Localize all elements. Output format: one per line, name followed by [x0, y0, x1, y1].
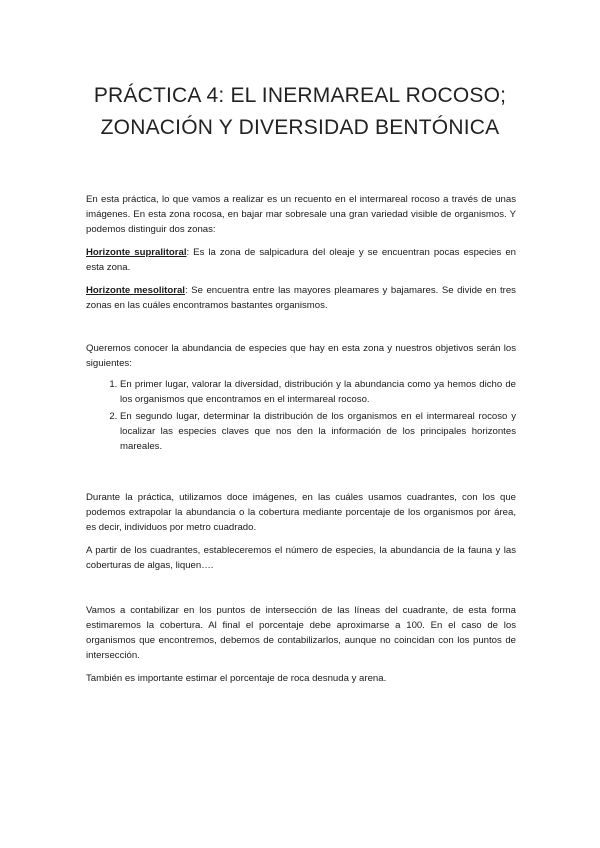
title-line-1: PRÁCTICA 4: EL INERMAREAL ROCOSO; — [93, 84, 507, 107]
page-title — [60, 80, 540, 144]
document-body — [86, 192, 516, 686]
zone-mesolitoral — [86, 283, 516, 313]
objectives-intro: Queremos conocer la abundancia de especies que hay en esta zona y nuestros objetivos serán los siguientes: — [86, 343, 516, 369]
zone-term: Horizonte mesolitoral — [86, 285, 185, 296]
objectives-list — [86, 377, 516, 454]
count-paragraph-2: También es importante estimar el porcentaje de roca desnuda y arena. — [86, 673, 387, 684]
zone-description: : Se encuentra entre las mayores pleamares y bajamares. Se divide en tres zonas en las cuáles encontramos bastantes organismos. — [86, 285, 516, 311]
title-line-2: ZONACIÓN Y DIVERSIDAD BENTÓNICA — [100, 116, 500, 139]
list-item: 2. En segundo lugar, determinar la distribución de los organismos en el intermareal rocoso y localizar las especies claves que nos den la información de los principales horizontes mareales. — [120, 409, 516, 454]
zone-term: Horizonte supralitoral — [86, 247, 187, 258]
method-paragraph-1: Durante la práctica, utilizamos doce imágenes, en las cuáles usamos cuadrantes, con los que podemos extrapolar la abundancia o la cobertura mediante porcentaje de los organismos por área, es decir, individuos por metro cuadrado. — [86, 492, 516, 533]
method-paragraph-2: A partir de los cuadrantes, estableceremos el número de especies, la abundancia de la fauna y las coberturas de algas, liquen…. — [86, 545, 516, 571]
zone-supralitoral — [86, 245, 516, 275]
list-item: 1. En primer lugar, valorar la diversidad, distribución y la abundancia como ya hemos dicho de los organismos que encontramos en el intermareal rocoso. — [120, 377, 516, 407]
intro-paragraph: En esta práctica, lo que vamos a realizar es un recuento en el intermareal rocoso a través de unas imágenes. En esta zona rocosa, en bajar mar sobresale una gran variedad visible de organismos. Y podemos distinguir dos zonas: — [86, 194, 516, 235]
zone-description: : Es la zona de salpicadura del oleaje y se encuentran pocas especies en esta zona. — [86, 247, 516, 273]
count-paragraph-1: Vamos a contabilizar en los puntos de intersección de las líneas del cuadrante, de esta forma estimaremos la cobertura. Al final el porcentaje debe aproximarse a 100. En el caso de los organismos que encontremos, debemos de contabilizarlos, aunque no coincidan con los puntos de intersección. — [86, 605, 516, 661]
